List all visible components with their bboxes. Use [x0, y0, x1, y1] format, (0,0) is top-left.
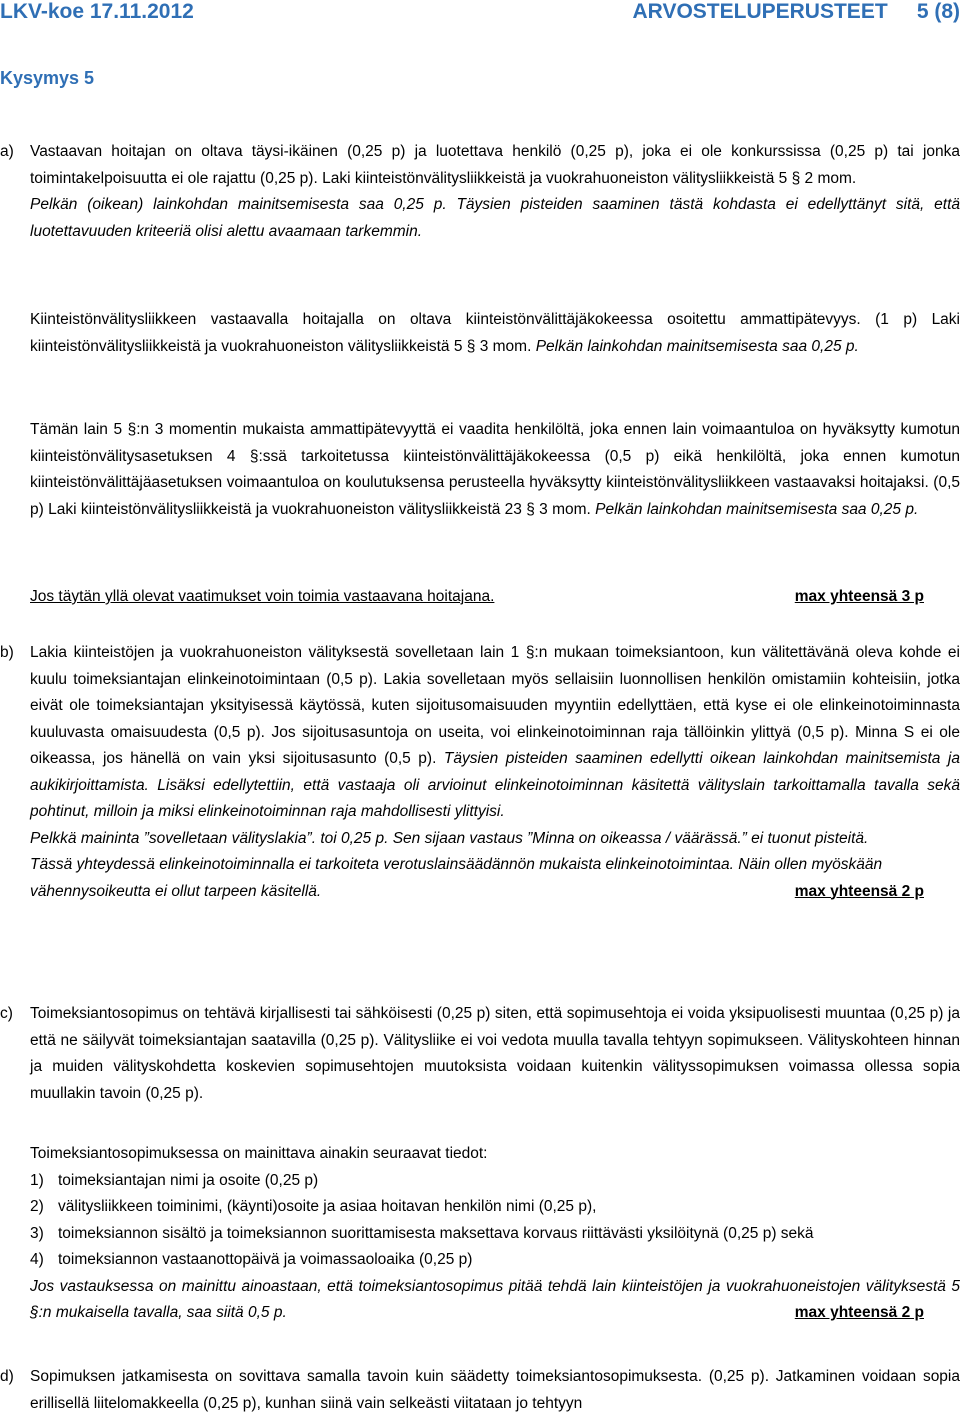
list-item-number: 2) [30, 1198, 44, 1215]
section-a-label: a) [0, 143, 14, 160]
section-a-para-1: Vastaavan hoitajan on oltava täysi-ikäinen (0,25 p) ja luotettava henkilö (0,25 p), joka ei ole konkurssissa (0,25 p) tai jonka toimintakelpoisuutta ei ole rajattu (0,25 p). Laki kiinteistönvälitysliikkeistä ja vuokrahuoneiston välitysliikkeistä 5 § 2 mom. [30, 143, 960, 187]
section-c-para-1: Toimeksiantosopimus on tehtävä kirjallisesti tai sähköisesti (0,25 p) siten, että sopimusehtoja ei voida yksipuolisesti muuntaa (0,25 p) ja että ne säilyvät toimeksiantajan saatavilla (0,25 p). Välitysliike ei voi vedota muulla tavalla tehtyyn sopimukseen. Välityskohteen hinnan ja muiden välityskohdetta koskevien sopimusehtojen muutoksista voidaan kuitenkin välityssopimuksen voimassa ollessa sopia muullakin tavoin (0,25 p). [30, 1005, 960, 1102]
list-item [30, 1168, 960, 1195]
section-b-note-3: Tässä yhteydessä elinkeinotoiminnalla ei tarkoiteta verotuslainsäädännön mukaista elinkeinotoimintaa. Näin ollen myöskään vähennysoikeutta ei ollut tarpeen käsitellä. [30, 856, 883, 900]
section-d-para-1: Sopimuksen jatkamisesta on sovittava samalla tavoin kuin säädetty toimeksiantosopimuksesta. (0,25 p). Jatkaminen voidaan sopia erillisellä liitelomakkeella (0,25 p), kunhan siinä vain selkeästi viitataan jo tehtyyn [30, 1368, 960, 1412]
question-title: Kysymys 5 [0, 68, 95, 88]
section-b-label: b) [0, 644, 14, 661]
section-c-note-wrap [30, 1274, 960, 1327]
list-item-number: 4) [30, 1251, 44, 1268]
section-a-para-4-text: Tämän lain 5 §:n 3 momentin mukaista ammattipätevyyttä ei vaadita henkilöltä, joka ennen lain voimaantuloa on hyväksytty kumotun kiinteistönvälitysasetuksen 4 §:ssä tarkoitetussa kiinteistönvälittäjäkokeessa (0,5 p) eikä henkilöltä, joka ennen kumotun kiinteistönvälittäjäasetuksen voimaantuloa on koulutuksensa perusteella hyväksytty kiinteistönvälitysliikkeen vastaavaksi hoitajaksi. (0,5 p) Laki kiinteistönvälitysliikkeistä ja vuokrahuoneiston välitysliikkeistä 23 § 3 mom. [30, 421, 960, 518]
section-a-max-points: max yhteensä 3 p [794, 588, 924, 605]
section-c [0, 1001, 960, 1107]
section-a [0, 139, 960, 245]
section-a-note-3: Pelkän lainkohdan mainitsemisesta saa 0,25 p. [535, 337, 859, 355]
section-a-summary [0, 584, 960, 611]
section-b-note-1: Täysien pisteiden saaminen edellytti oikean lainkohdan mainitsemista ja aukikirjoittamista. Lisäksi edellytettiin, että vastaaja oli arvioinut elinkeinotoiminnan käsitettä välityslain tarkoittamalla tavalla sekä pohtinut, milloin ja miksi elinkeinotoiminnan raja mahdollisesti ylittyisi. [30, 750, 960, 820]
section-c-max-points: max yhteensä 2 p [794, 1304, 924, 1321]
list-item [30, 1194, 960, 1221]
section-d [0, 1364, 960, 1417]
list-item-number: 3) [30, 1224, 44, 1242]
section-b-para-1 [30, 640, 960, 826]
section-c-note: Jos vastauksessa on mainittu ainoastaan, että toimeksiantosopimus pitää tehdä lain kiinteistöjen ja vuokrahuoneistojen välityksestä 5 §:n mukaisella tavalla, saa siitä 0,5 p. [30, 1277, 960, 1321]
section-a-para-3-text: Kiinteistönvälitysliikkeen vastaavalla hoitajalla on oltava kiinteistönvälittäjäkokeessa osoitettu ammattipätevyys. (1 p) Laki kiinteistönvälitysliikkeistä ja vuokrahuoneiston välitysliikkeistä 5 § 3 mom. [30, 311, 960, 355]
section-a-qualification [0, 307, 960, 360]
list-item [30, 1247, 960, 1274]
section-a-exception [0, 417, 960, 523]
section-a-para-3 [30, 307, 960, 360]
list-item-number: 1) [30, 1171, 44, 1189]
section-c-label: c) [0, 1005, 13, 1022]
section-b [0, 640, 960, 905]
list-item-text: toimeksiantajan nimi ja osoite (0,25 p) [58, 1171, 319, 1189]
section-b-note-3-wrap [30, 852, 960, 905]
page-header [0, 0, 960, 30]
section-a-conclusion: Jos täytän yllä olevat vaatimukset voin toimia vastaavana hoitajana. [30, 588, 495, 605]
list-item [30, 1221, 960, 1248]
section-b-para-1-text: Lakia kiinteistöjen ja vuokrahuoneiston välityksestä sovelletaan lain 1 §:n mukaan toimeksiantoon, kun välitettävänä oleva kohde ei kuulu toimeksiantajan elinkeinotoimintaan (0,5 p). Lakia sovelletaan myös sellaisiin luonnollisen henkilön omistamiin kohteisiin, jotka eivät ole toimeksiantajan yksityisessä käytössä, kuten sijoitusomaisuuden myyntiin edellyttäen, että kyse ei ole elinkeinotoiminnasta kuuluvasta omaisuudesta (0,5 p). Jos sijoitusasuntoja on useita, voi elinkeinotoiminnan raja tällöinkin ylittyä (0,5 p). Minna S ei ole oikeassa, jos hänellä on vain yksi sijoitusasunto (0,5 p). [30, 644, 960, 767]
section-c-list [0, 1141, 960, 1327]
section-b-note-2: Pelkkä maininta ”sovelletaan välityslakia”. toi 0,25 p. Sen sijaan vastaus ”Minna on oikeassa / väärässä.” ei tuonut pisteitä. [30, 829, 869, 847]
section-a-note-1: Pelkän (oikean) lainkohdan mainitsemisesta saa 0,25 p. Täysien pisteiden saaminen tästä kohdasta ei edellyttänyt sitä, että luotettavuuden kriteeriä olisi alettu avaamaan tarkemmin. [30, 196, 960, 240]
list-item-text: toimeksiannon vastaanottopäivä ja voimassaoloaika (0,25 p) [58, 1251, 473, 1268]
header-title-page: ARVOSTELUPERUSTEET 5 (8) [632, 0, 960, 23]
list-item-text: välitysliikkeen toiminimi, (käynti)osoite ja asiaa hoitavan henkilön nimi (0,25 p), [58, 1198, 597, 1215]
header-date: LKV-koe 17.11.2012 [0, 0, 194, 23]
section-c-list-intro: Toimeksiantosopimuksessa on mainittava ainakin seuraavat tiedot: [30, 1145, 488, 1162]
section-a-para-4 [30, 417, 960, 523]
section-b-max-points: max yhteensä 2 p [794, 882, 924, 900]
section-d-label: d) [0, 1368, 14, 1385]
list-item-text: toimeksiannon sisältö ja toimeksiannon suorittamisesta maksettava korvaus riittävästi yksilöitynä (0,25 p) sekä [58, 1224, 814, 1242]
section-a-note-4: Pelkän lainkohdan mainitsemisesta saa 0,25 p. [595, 500, 919, 518]
